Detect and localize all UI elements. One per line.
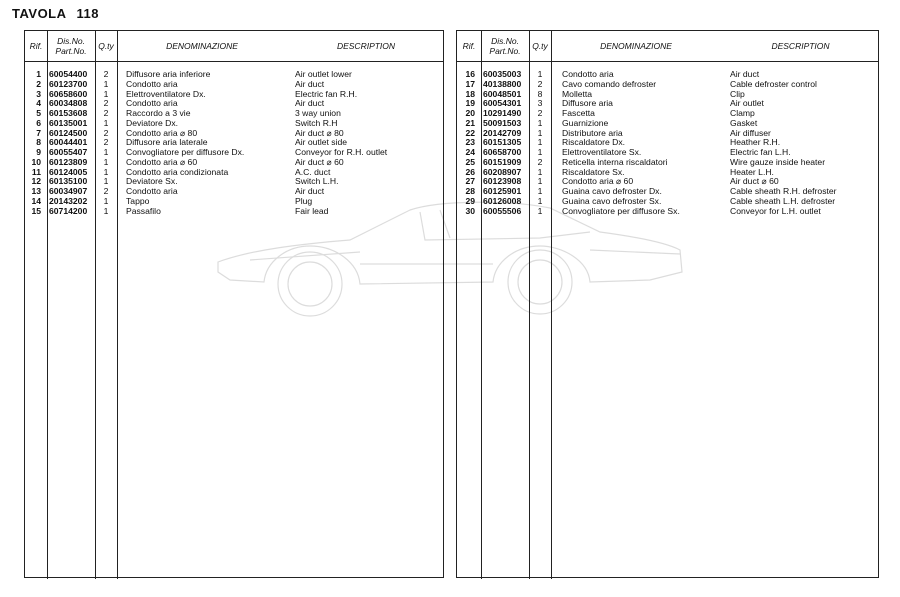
table-row bbox=[25, 158, 443, 168]
row-description: Cable sheath R.H. defroster bbox=[730, 186, 837, 196]
right-parts-table bbox=[456, 30, 879, 578]
row-description: Clip bbox=[730, 88, 745, 99]
left-rows bbox=[25, 70, 443, 216]
row-denominazione: Convogliatore per diffusore Dx. bbox=[126, 147, 245, 157]
row-rif: 25 bbox=[465, 156, 475, 167]
row-quantity: 2 bbox=[103, 98, 109, 109]
row-description: Air duct ⌀ 60 bbox=[730, 176, 779, 187]
row-description: Electric fan R.H. bbox=[295, 88, 358, 99]
row-rif: 28 bbox=[465, 186, 475, 196]
row-description: Air duct ⌀ 60 bbox=[295, 156, 344, 167]
row-denominazione: Condotto aria ⌀ 60 bbox=[562, 176, 634, 187]
row-quantity: 1 bbox=[537, 147, 543, 157]
row-description: Heather R.H. bbox=[730, 137, 781, 148]
row-part-number: 60048501 bbox=[483, 88, 522, 99]
row-quantity: 1 bbox=[537, 137, 543, 148]
row-quantity: 2 bbox=[103, 108, 109, 118]
row-quantity: 2 bbox=[103, 137, 109, 148]
row-description: Cable defroster control bbox=[730, 78, 817, 89]
row-denominazione: Passafilo bbox=[126, 205, 161, 216]
row-quantity: 1 bbox=[537, 166, 543, 177]
row-description: Air diffuser bbox=[730, 127, 771, 138]
col-denominazione: DENOMINAZIONE bbox=[166, 41, 238, 51]
row-quantity: 1 bbox=[537, 117, 543, 128]
table-row bbox=[25, 177, 443, 187]
table-row bbox=[25, 187, 443, 197]
row-denominazione: Guaina cavo defroster Dx. bbox=[562, 186, 662, 196]
right-rows bbox=[457, 70, 878, 216]
row-part-number: 60044401 bbox=[49, 137, 88, 148]
row-part-number: 60123700 bbox=[49, 78, 88, 89]
row-quantity: 2 bbox=[103, 69, 109, 79]
row-part-number: 60124005 bbox=[49, 166, 88, 177]
row-rif: 11 bbox=[31, 166, 41, 177]
row-denominazione: Condotto aria bbox=[562, 69, 614, 79]
row-rif: 12 bbox=[31, 176, 41, 187]
row-rif: 13 bbox=[31, 186, 41, 196]
row-description: Fair lead bbox=[295, 205, 329, 216]
row-rif: 2 bbox=[36, 78, 41, 89]
row-denominazione: Cavo comando defroster bbox=[562, 78, 657, 89]
row-part-number: 10291490 bbox=[483, 108, 522, 118]
col-qty: Q.ty bbox=[532, 41, 548, 51]
row-rif: 14 bbox=[31, 195, 41, 206]
row-description: Wire gauze inside heater bbox=[730, 156, 826, 167]
col-part-line2: Part.No. bbox=[55, 46, 87, 56]
row-rif: 18 bbox=[465, 88, 475, 99]
table-row bbox=[457, 207, 878, 217]
row-rif: 15 bbox=[31, 205, 41, 216]
row-denominazione: Deviatore Dx. bbox=[126, 117, 179, 128]
row-description: Air duct ⌀ 80 bbox=[295, 127, 344, 138]
row-part-number: 60034808 bbox=[49, 98, 88, 109]
row-denominazione: Tappo bbox=[126, 195, 150, 206]
row-denominazione: Elettroventilatore Dx. bbox=[126, 88, 206, 99]
table-row bbox=[25, 148, 443, 158]
row-denominazione: Condotto aria condizionata bbox=[126, 166, 229, 177]
row-rif: 23 bbox=[465, 137, 475, 148]
row-part-number: 60208907 bbox=[483, 166, 522, 177]
row-description: A.C. duct bbox=[295, 166, 331, 177]
row-quantity: 1 bbox=[103, 117, 109, 128]
row-part-number: 60135100 bbox=[49, 176, 88, 187]
row-denominazione: Condotto aria bbox=[126, 98, 178, 109]
row-rif: 29 bbox=[465, 195, 475, 206]
col-part bbox=[47, 31, 95, 61]
row-rif: 22 bbox=[465, 127, 475, 138]
row-rif: 3 bbox=[36, 88, 41, 99]
row-part-number: 60658600 bbox=[49, 88, 88, 99]
row-part-number: 60126008 bbox=[483, 195, 522, 206]
row-part-number: 60151909 bbox=[483, 156, 522, 167]
table-row bbox=[25, 197, 443, 207]
row-quantity: 8 bbox=[537, 88, 543, 99]
row-quantity: 1 bbox=[537, 69, 543, 79]
col-part-line2: Part.No. bbox=[489, 46, 521, 56]
row-part-number: 60153608 bbox=[49, 108, 88, 118]
row-denominazione: Riscaldatore Sx. bbox=[562, 166, 625, 177]
row-part-number: 40138800 bbox=[483, 78, 522, 89]
left-parts-table bbox=[24, 30, 444, 578]
table-header bbox=[457, 31, 878, 62]
row-quantity: 1 bbox=[537, 186, 543, 196]
row-quantity: 1 bbox=[103, 147, 109, 157]
row-description: Plug bbox=[295, 195, 313, 206]
row-rif: 8 bbox=[36, 137, 41, 148]
table-row bbox=[25, 129, 443, 139]
row-part-number: 60034907 bbox=[49, 186, 88, 196]
table-row bbox=[25, 70, 443, 80]
row-part-number: 60124500 bbox=[49, 127, 88, 138]
row-rif: 4 bbox=[36, 98, 41, 109]
table-row bbox=[25, 207, 443, 217]
row-rif: 24 bbox=[465, 147, 475, 157]
row-denominazione: Condotto aria ⌀ 80 bbox=[126, 127, 198, 138]
row-denominazione: Guarnizione bbox=[562, 117, 609, 128]
row-part-number: 60714200 bbox=[49, 205, 88, 216]
row-denominazione: Fascetta bbox=[562, 108, 595, 118]
col-part-line1: Dis.No. bbox=[57, 36, 85, 46]
row-description: Electric fan L.H. bbox=[730, 147, 791, 157]
row-part-number: 20143202 bbox=[49, 195, 88, 206]
row-quantity: 1 bbox=[537, 195, 543, 206]
row-denominazione: Raccordo a 3 vie bbox=[126, 108, 191, 118]
row-description: Air duct bbox=[730, 69, 760, 79]
row-rif: 7 bbox=[36, 127, 41, 138]
row-quantity: 2 bbox=[537, 78, 543, 89]
row-part-number: 60151305 bbox=[483, 137, 522, 148]
row-quantity: 1 bbox=[103, 176, 109, 187]
row-rif: 1 bbox=[36, 69, 41, 79]
row-quantity: 1 bbox=[537, 176, 543, 187]
row-quantity: 2 bbox=[103, 186, 109, 196]
page-title-number: 118 bbox=[76, 6, 99, 21]
row-part-number: 50091503 bbox=[483, 117, 522, 128]
row-description: Heater L.H. bbox=[730, 166, 774, 177]
col-part-line1: Dis.No. bbox=[491, 36, 519, 46]
row-description: Switch L.H. bbox=[295, 176, 339, 187]
row-description: Clamp bbox=[730, 108, 755, 118]
row-rif: 27 bbox=[465, 176, 475, 187]
row-description: Air duct bbox=[295, 98, 325, 109]
table-row bbox=[25, 119, 443, 129]
row-description: Air outlet bbox=[730, 98, 764, 109]
row-part-number: 60054400 bbox=[49, 69, 88, 79]
row-description: Conveyor for R.H. outlet bbox=[295, 147, 388, 157]
row-part-number: 60055506 bbox=[483, 205, 522, 216]
row-denominazione: Deviatore Sx. bbox=[126, 176, 178, 187]
col-rif: Rif. bbox=[29, 41, 43, 51]
row-part-number: 60135001 bbox=[49, 117, 88, 128]
row-description: 3 way union bbox=[295, 108, 341, 118]
row-denominazione: Diffusore aria laterale bbox=[126, 137, 208, 148]
row-part-number: 60054301 bbox=[483, 98, 522, 109]
row-rif: 10 bbox=[31, 156, 41, 167]
row-rif: 19 bbox=[465, 98, 475, 109]
row-description: Air duct bbox=[295, 78, 325, 89]
col-description: DESCRIPTION bbox=[336, 41, 396, 51]
table-row bbox=[25, 99, 443, 109]
row-denominazione: Diffusore aria bbox=[562, 98, 613, 109]
row-description: Gasket bbox=[730, 117, 758, 128]
row-part-number: 60658700 bbox=[483, 147, 522, 157]
row-rif: 20 bbox=[465, 108, 475, 118]
row-part-number: 60035003 bbox=[483, 69, 522, 79]
row-rif: 9 bbox=[36, 147, 41, 157]
row-rif: 30 bbox=[465, 205, 475, 216]
row-rif: 26 bbox=[465, 166, 475, 177]
page-title-label: TAVOLA bbox=[12, 6, 67, 21]
row-quantity: 1 bbox=[103, 88, 109, 99]
col-qty: Q.ty bbox=[98, 41, 114, 51]
row-denominazione: Condotto aria bbox=[126, 186, 178, 196]
row-part-number: 60123908 bbox=[483, 176, 522, 187]
row-denominazione: Convogliatore per diffusore Sx. bbox=[562, 205, 680, 216]
table-row bbox=[25, 109, 443, 119]
row-part-number: 20142709 bbox=[483, 127, 522, 138]
row-rif: 16 bbox=[465, 69, 475, 79]
table-row bbox=[25, 90, 443, 100]
row-quantity: 2 bbox=[537, 108, 543, 118]
row-rif: 6 bbox=[36, 117, 41, 128]
row-description: Air outlet lower bbox=[295, 69, 352, 79]
row-quantity: 1 bbox=[103, 205, 109, 216]
row-quantity: 2 bbox=[537, 156, 543, 167]
row-description: Cable sheath L.H. defroster bbox=[730, 195, 836, 206]
row-description: Air outlet side bbox=[295, 137, 348, 148]
row-denominazione: Condotto aria ⌀ 60 bbox=[126, 156, 198, 167]
col-part bbox=[481, 31, 529, 61]
col-rif: Rif. bbox=[462, 41, 476, 51]
col-denominazione: DENOMINAZIONE bbox=[600, 41, 672, 51]
row-quantity: 2 bbox=[103, 127, 109, 138]
table-row bbox=[25, 80, 443, 90]
col-description: DESCRIPTION bbox=[771, 41, 830, 51]
row-denominazione: Riscaldatore Dx. bbox=[562, 137, 626, 148]
row-part-number: 60055407 bbox=[49, 147, 88, 157]
row-quantity: 1 bbox=[103, 156, 109, 167]
row-denominazione: Condotto aria bbox=[126, 78, 178, 89]
row-rif: 5 bbox=[36, 108, 41, 118]
row-description: Conveyor for L.H. outlet bbox=[730, 205, 821, 216]
row-quantity: 1 bbox=[103, 166, 109, 177]
page-title bbox=[12, 6, 99, 21]
row-rif: 17 bbox=[465, 78, 475, 89]
table-row bbox=[25, 168, 443, 178]
row-part-number: 60123809 bbox=[49, 156, 88, 167]
row-rif: 21 bbox=[465, 117, 475, 128]
row-quantity: 1 bbox=[537, 127, 543, 138]
row-denominazione: Reticella interna riscaldatori bbox=[562, 156, 668, 167]
row-denominazione: Elettroventilatore Sx. bbox=[562, 147, 642, 157]
table-header bbox=[25, 31, 443, 62]
row-quantity: 1 bbox=[537, 205, 543, 216]
row-denominazione: Guaina cavo defroster Sx. bbox=[562, 195, 662, 206]
row-part-number: 60125901 bbox=[483, 186, 522, 196]
row-denominazione: Distributore aria bbox=[562, 127, 623, 138]
row-quantity: 3 bbox=[537, 98, 543, 109]
row-denominazione: Molletta bbox=[562, 88, 593, 99]
row-description: Switch R.H bbox=[295, 117, 338, 128]
row-description: Air duct bbox=[295, 186, 325, 196]
row-quantity: 1 bbox=[103, 78, 109, 89]
row-quantity: 1 bbox=[103, 195, 109, 206]
row-denominazione: Diffusore aria inferiore bbox=[126, 69, 211, 79]
